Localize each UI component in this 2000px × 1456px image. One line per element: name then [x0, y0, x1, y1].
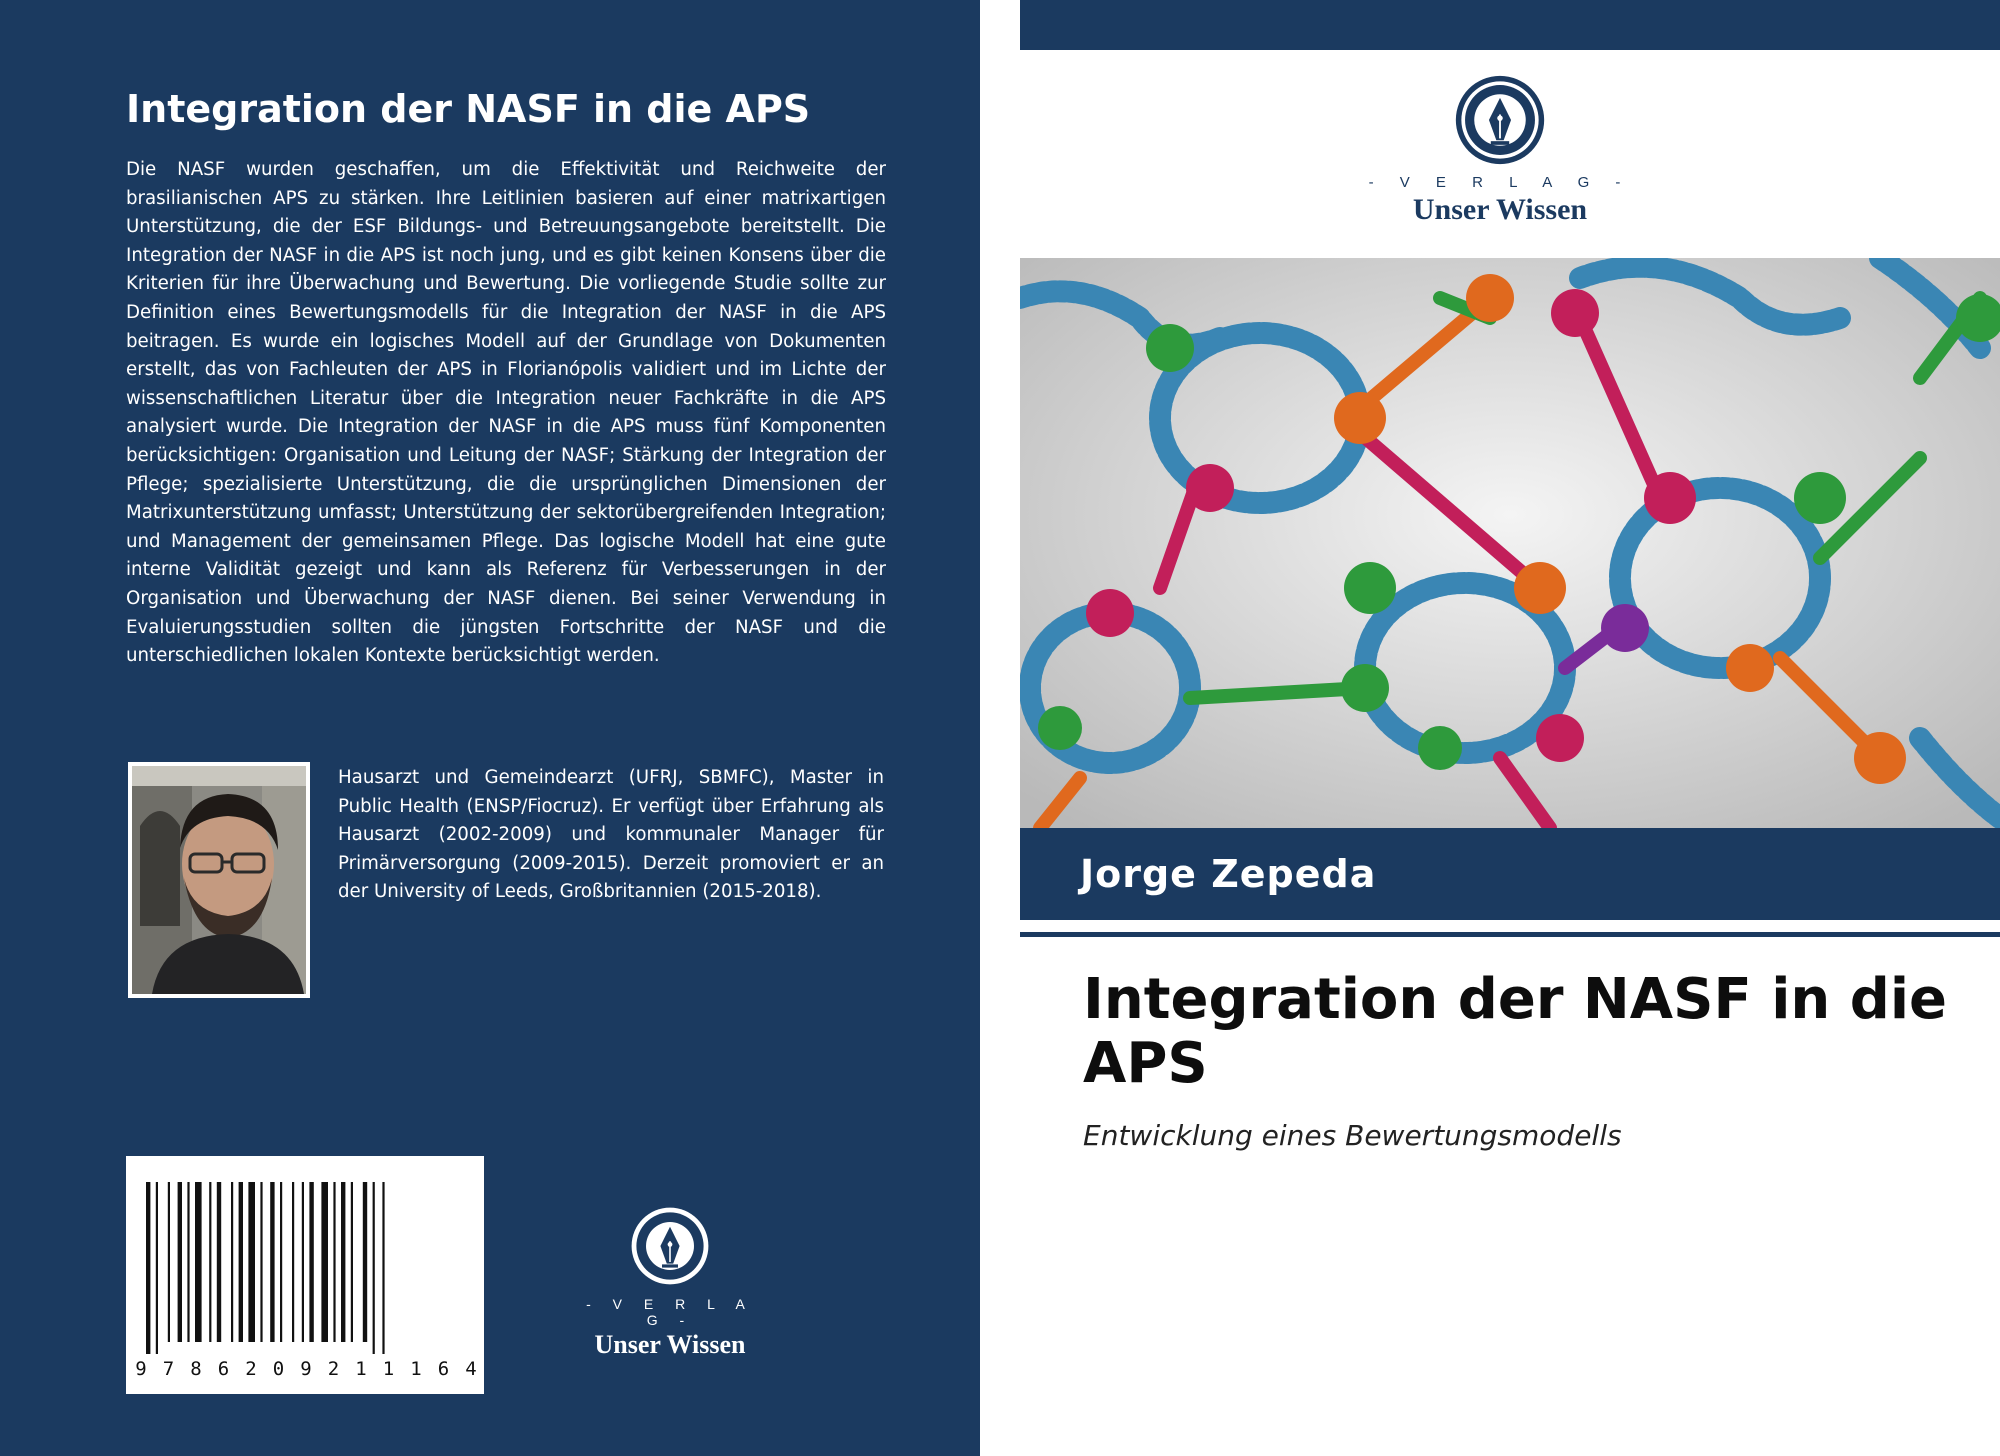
- barcode-bar: [187, 1182, 189, 1342]
- author-photo: [128, 762, 310, 998]
- barcode-bar: [239, 1182, 243, 1342]
- barcode-bar: [351, 1182, 353, 1342]
- author-band: [1020, 828, 2000, 920]
- barcode-bar: [373, 1182, 375, 1354]
- barcode-bar: [195, 1182, 202, 1342]
- isbn-digit: 6: [437, 1358, 450, 1380]
- barcode-bar: [280, 1182, 282, 1342]
- barcode-bar: [309, 1182, 313, 1342]
- back-publisher-logo: [580, 1206, 760, 1360]
- barcode-bar: [209, 1182, 211, 1342]
- isbn-digit: 2: [245, 1358, 257, 1380]
- front-cover-title: Integration der NASF in die APS: [1083, 967, 1948, 1096]
- isbn-digit: 4: [465, 1358, 477, 1380]
- barcode-bar: [178, 1182, 182, 1342]
- rope-network-image: [1020, 258, 2000, 828]
- fountain-pen-nib-icon: [630, 1206, 710, 1286]
- barcode-bar: [363, 1182, 367, 1342]
- barcode-bar: [341, 1182, 345, 1342]
- front-top-band: [1020, 0, 2000, 50]
- barcode-bar: [321, 1182, 328, 1342]
- barcode-bar: [270, 1182, 274, 1342]
- barcode-bar: [248, 1182, 255, 1342]
- isbn-digit: 0: [272, 1358, 285, 1380]
- isbn-digit: 7: [162, 1358, 175, 1380]
- barcode-bar: [156, 1182, 158, 1354]
- isbn-digits: [134, 1358, 478, 1380]
- isbn-digit: 1: [355, 1358, 367, 1380]
- barcode-bar: [146, 1182, 150, 1354]
- publisher-name: Unser Wissen: [594, 1330, 746, 1359]
- isbn-digit: 9: [300, 1358, 312, 1380]
- isbn-digit: 8: [190, 1358, 202, 1380]
- author-name: Jorge Zepeda: [1080, 852, 1377, 896]
- barcode-bar: [260, 1182, 262, 1342]
- barcode-bar: [333, 1182, 335, 1342]
- back-cover-description: Die NASF wurden geschaffen, um die Effektivität und Reichweite der brasilianischen APS zu stärken. Ihre Leitlinien basieren auf einer matrixartigen Unterstützung, die der ESF Bildungs- und Betreuungsangebote bereitstellt. Die Integration der NASF in die APS ist noch jung, und es gibt keinen Konsens über die Kriterien für ihre Überwachung und Bewertung. Die vorliegende Studie sollte zur Definition eines Bewertungsmodells für die Integration der NASF in die APS beitragen. Es wurde ein logisches Modell auf der Grundlage von Dokumenten erstellt, das von Fachleuten der APS in Florianópolis validiert und im Lichte der wissenschaftlichen Literatur über die Integration neuer Fachkräfte in die APS analysiert wurde. Die Integration der NASF in die APS muss fünf Komponenten berücksichtigen: Organisation und Leitung der NASF; Stärkung der Integration der Pflege; spezialisierte Unterstützung, die die ursprünglichen Dimensionen der Matrixunterstützung umfasst; Unterstützung der sektorübergreifenden Integration; und Management der gemeinsamen Pflege. Das logische Modell hat eine gute interne Validität gezeigt und kann als Referenz für Verbesserungen in der Organisation und Überwachung der NASF dienen. Bei seiner Verwendung in Evaluierungsstudien sollten die jüngsten Fortschritte der NASF und die unterschiedlichen lokalen Kontexte berücksichtigt werden.: [126, 159, 886, 667]
- verlag-label: - V E R L A G -: [586, 1296, 754, 1328]
- author-bio: Hausarzt und Gemeindearzt (UFRJ, SBMFC), Master in Public Health (ENSP/Fiocruz). Er verfügt über Erfahrung als Hausarzt (2002-2009) und kommunaler Manager für Primärversorgung (2009-2015). Derzeit promoviert er an der University of Leeds, Großbritannien (2015-2018).: [338, 767, 884, 903]
- fountain-pen-nib-icon: [1454, 74, 1546, 166]
- barcode-bar: [231, 1182, 233, 1342]
- barcode-bar: [302, 1182, 304, 1342]
- isbn-digit: 1: [382, 1358, 395, 1380]
- front-cover-subtitle: Entwicklung eines Bewertungsmodells: [1083, 1119, 1622, 1152]
- verlag-label: - V E R L A G -: [1368, 174, 1632, 191]
- barcode: [126, 1156, 484, 1394]
- barcode-bar: [382, 1182, 384, 1354]
- divider-line: [1020, 932, 2000, 937]
- front-publisher-logo: [1350, 74, 1650, 227]
- isbn-digit: 2: [327, 1358, 340, 1380]
- isbn-digit: 1: [410, 1358, 422, 1380]
- isbn-digit: 9: [135, 1358, 147, 1380]
- barcode-bar: [217, 1182, 221, 1342]
- isbn-digit: 6: [217, 1358, 230, 1380]
- barcode-bar: [168, 1182, 170, 1342]
- publisher-name: Unser Wissen: [1412, 193, 1588, 226]
- barcode-bar: [292, 1182, 294, 1342]
- back-cover: [0, 0, 980, 1456]
- back-cover-title: Integration der NASF in die APS: [126, 87, 811, 131]
